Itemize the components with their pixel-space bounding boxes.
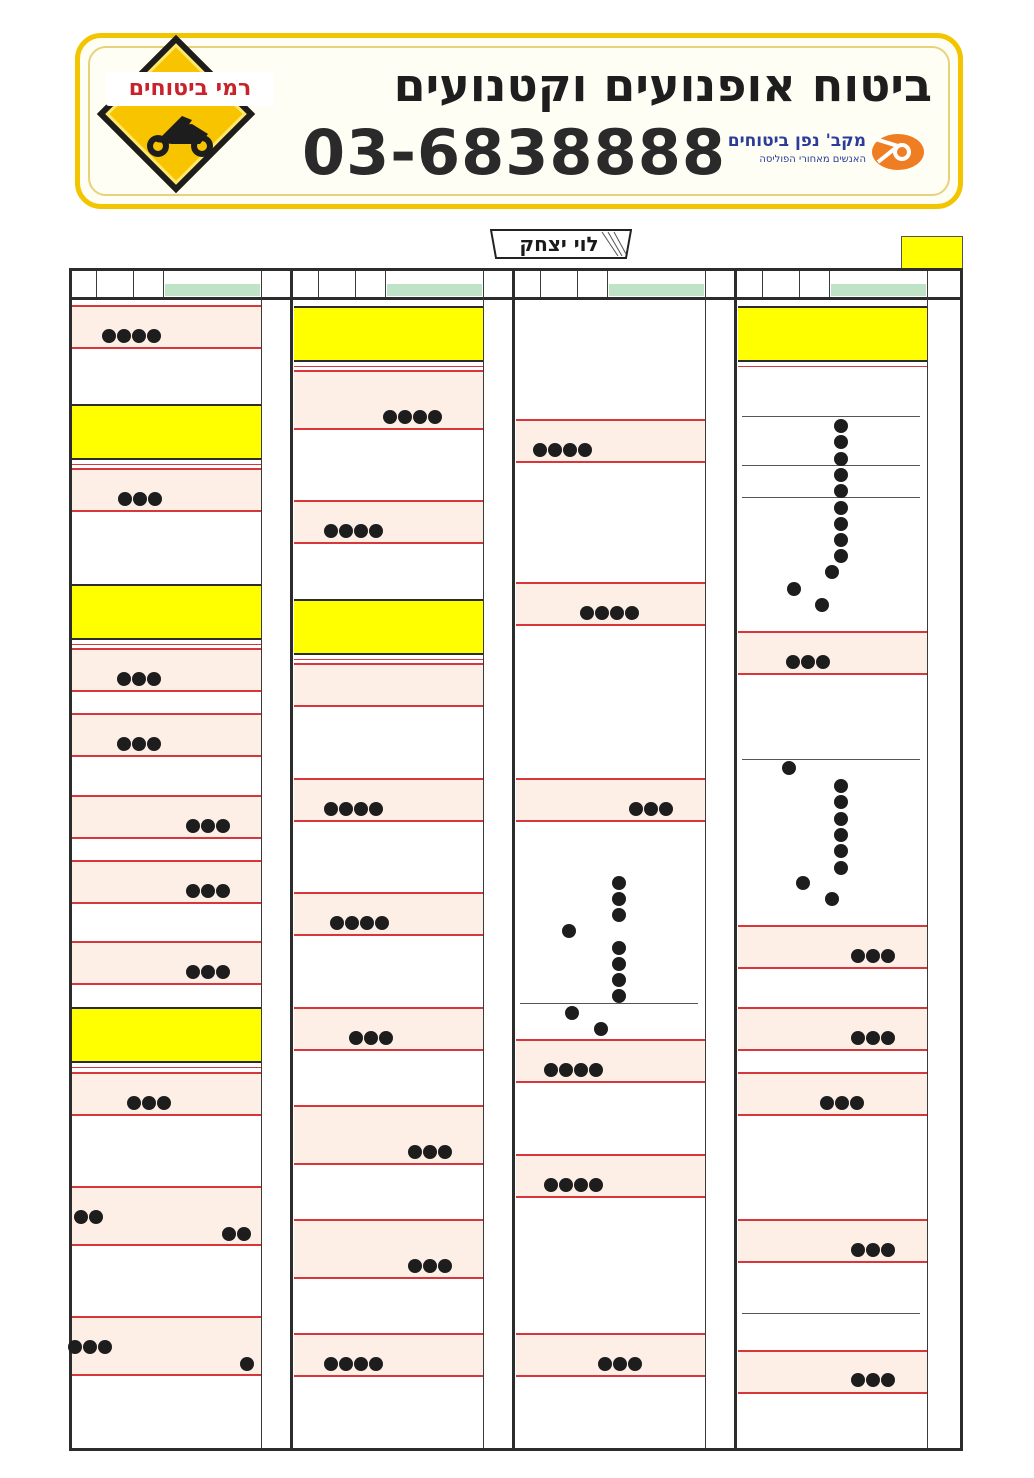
notation-row bbox=[294, 663, 483, 707]
tap-dot bbox=[834, 861, 848, 875]
tap-dot bbox=[339, 524, 353, 538]
tap-dot bbox=[881, 1373, 895, 1387]
tap-dot bbox=[157, 1096, 171, 1110]
tap-dot bbox=[423, 1259, 437, 1273]
notation-row bbox=[72, 860, 261, 904]
section-highlight bbox=[738, 306, 927, 362]
tap-dot bbox=[565, 1006, 579, 1020]
column-divider bbox=[512, 268, 515, 1451]
tap-dot bbox=[563, 443, 577, 457]
notation-row bbox=[72, 468, 261, 512]
motorcycle-icon bbox=[142, 112, 218, 160]
notation-row bbox=[516, 582, 705, 626]
tap-dot bbox=[589, 1063, 603, 1077]
tap-dot bbox=[102, 329, 116, 343]
tap-dot bbox=[83, 1340, 97, 1354]
tap-dot bbox=[825, 565, 839, 579]
tap-dot bbox=[89, 1210, 103, 1224]
tap-dot bbox=[559, 1178, 573, 1192]
notation-row bbox=[72, 713, 261, 757]
tap-dot bbox=[201, 819, 215, 833]
header-green-cell bbox=[387, 284, 482, 296]
tap-dot bbox=[133, 492, 147, 506]
tap-dot bbox=[186, 965, 200, 979]
tap-dot bbox=[132, 737, 146, 751]
tap-dot bbox=[544, 1063, 558, 1077]
tap-dot bbox=[147, 737, 161, 751]
brand-slogan: האנשים מאחורי הפוליסה bbox=[759, 154, 866, 165]
brand-name: מקב' נפן ביטוחים bbox=[727, 131, 866, 151]
tap-dot bbox=[612, 876, 626, 890]
tap-dot bbox=[834, 533, 848, 547]
tap-dot bbox=[851, 949, 865, 963]
tap-dot bbox=[428, 410, 442, 424]
tap-dot bbox=[147, 672, 161, 686]
section-highlight bbox=[294, 599, 483, 655]
header-green-cell bbox=[831, 284, 926, 296]
tap-dot bbox=[625, 606, 639, 620]
tap-dot bbox=[628, 1357, 642, 1371]
tap-dot bbox=[834, 517, 848, 531]
notation-row bbox=[516, 419, 705, 463]
tap-dot bbox=[533, 443, 547, 457]
tap-dot bbox=[324, 802, 338, 816]
tap-dot bbox=[147, 329, 161, 343]
tap-dot bbox=[354, 802, 368, 816]
notation-row bbox=[738, 925, 927, 969]
tap-dot bbox=[815, 598, 829, 612]
tap-dot bbox=[186, 884, 200, 898]
tap-dot bbox=[866, 1031, 880, 1045]
tap-dot bbox=[201, 884, 215, 898]
tap-dot bbox=[132, 329, 146, 343]
notation-row bbox=[72, 941, 261, 985]
tap-dot bbox=[851, 1373, 865, 1387]
notation-row bbox=[738, 631, 927, 675]
tap-dot bbox=[787, 582, 801, 596]
tap-dot bbox=[612, 989, 626, 1003]
notation-row bbox=[738, 1350, 927, 1394]
logo-text: רמי ביטוחים bbox=[106, 72, 274, 106]
notation-row bbox=[72, 648, 261, 692]
tap-dot bbox=[598, 1357, 612, 1371]
tap-dot bbox=[408, 1259, 422, 1273]
tap-dot bbox=[68, 1340, 82, 1354]
tap-dot bbox=[186, 819, 200, 833]
tap-dot bbox=[578, 443, 592, 457]
brand-logo-icon bbox=[868, 128, 926, 172]
corner-highlight bbox=[901, 236, 963, 270]
notation-row bbox=[738, 1072, 927, 1116]
notation-row bbox=[516, 1039, 705, 1083]
banner-title: ביטוח אופנועים וקטנועים bbox=[393, 58, 932, 112]
section-highlight bbox=[72, 1007, 261, 1063]
tap-dot bbox=[595, 606, 609, 620]
tap-dot bbox=[589, 1178, 603, 1192]
tap-dot bbox=[117, 737, 131, 751]
tap-dot bbox=[612, 908, 626, 922]
notation-row bbox=[738, 1007, 927, 1051]
tap-dot bbox=[354, 1357, 368, 1371]
tap-dot bbox=[644, 802, 658, 816]
notation-row bbox=[294, 1219, 483, 1279]
notation-row bbox=[294, 500, 483, 544]
tap-dot bbox=[834, 828, 848, 842]
tap-dot bbox=[559, 1063, 573, 1077]
tap-dot bbox=[834, 468, 848, 482]
tap-dot bbox=[222, 1227, 236, 1241]
tap-dot bbox=[339, 1357, 353, 1371]
tap-dot bbox=[825, 892, 839, 906]
tap-dot bbox=[117, 329, 131, 343]
notation-row bbox=[738, 1219, 927, 1263]
tap-dot bbox=[574, 1178, 588, 1192]
tap-dot bbox=[629, 802, 643, 816]
section-highlight bbox=[72, 584, 261, 640]
tap-dot bbox=[216, 965, 230, 979]
tap-dot bbox=[237, 1227, 251, 1241]
notation-row bbox=[516, 1333, 705, 1377]
column-divider bbox=[734, 268, 737, 1451]
notation-row bbox=[294, 1333, 483, 1377]
section-highlight bbox=[294, 306, 483, 362]
tap-dot bbox=[324, 524, 338, 538]
notation-row bbox=[294, 1105, 483, 1165]
tap-dot bbox=[349, 1031, 363, 1045]
column-divider bbox=[290, 268, 293, 1451]
tap-dot bbox=[364, 1031, 378, 1045]
tap-dot bbox=[562, 924, 576, 938]
tap-dot bbox=[820, 1096, 834, 1110]
tap-dot bbox=[612, 941, 626, 955]
tap-dot bbox=[881, 1243, 895, 1257]
tap-dot bbox=[834, 452, 848, 466]
tap-dot bbox=[423, 1145, 437, 1159]
tap-dot bbox=[659, 802, 673, 816]
tap-dot bbox=[438, 1145, 452, 1159]
tap-dot bbox=[360, 916, 374, 930]
tap-dot bbox=[98, 1340, 112, 1354]
tap-dot bbox=[354, 524, 368, 538]
tap-dot bbox=[375, 916, 389, 930]
tap-dot bbox=[345, 916, 359, 930]
tap-dot bbox=[142, 1096, 156, 1110]
notation-row bbox=[516, 778, 705, 822]
notation-row bbox=[516, 1154, 705, 1198]
tap-dot bbox=[796, 876, 810, 890]
tap-dot bbox=[612, 892, 626, 906]
notation-row bbox=[72, 795, 261, 839]
tap-dot bbox=[782, 761, 796, 775]
banner-phone[interactable]: 03-6838888 bbox=[302, 116, 726, 189]
tap-dot bbox=[413, 410, 427, 424]
notation-row bbox=[294, 778, 483, 822]
tap-dot bbox=[148, 492, 162, 506]
tap-dot bbox=[240, 1357, 254, 1371]
tap-dot bbox=[613, 1357, 627, 1371]
header-divider bbox=[69, 297, 963, 300]
tap-dot bbox=[866, 1243, 880, 1257]
tap-dot bbox=[851, 1243, 865, 1257]
tap-dot bbox=[369, 524, 383, 538]
tap-dot bbox=[548, 443, 562, 457]
tap-dot bbox=[786, 655, 800, 669]
tap-dot bbox=[398, 410, 412, 424]
tap-dot bbox=[580, 606, 594, 620]
header-tag: לוי יצחק bbox=[519, 232, 599, 256]
tap-dot bbox=[216, 884, 230, 898]
tap-dot bbox=[201, 965, 215, 979]
tap-dot bbox=[834, 779, 848, 793]
tap-dot bbox=[383, 410, 397, 424]
tap-dot bbox=[881, 1031, 895, 1045]
tap-dot bbox=[544, 1178, 558, 1192]
tap-dot bbox=[610, 606, 624, 620]
tap-dot bbox=[866, 1373, 880, 1387]
tap-dot bbox=[881, 949, 895, 963]
tap-dot bbox=[132, 672, 146, 686]
header-green-cell bbox=[609, 284, 704, 296]
tap-dot bbox=[127, 1096, 141, 1110]
tap-dot bbox=[594, 1022, 608, 1036]
tap-dot bbox=[612, 957, 626, 971]
tap-dot bbox=[834, 812, 848, 826]
tap-dot bbox=[74, 1210, 88, 1224]
section-highlight bbox=[72, 404, 261, 460]
tap-dot bbox=[330, 916, 344, 930]
tap-dot bbox=[438, 1259, 452, 1273]
tap-dot bbox=[118, 492, 132, 506]
tap-dot bbox=[324, 1357, 338, 1371]
tap-dot bbox=[851, 1031, 865, 1045]
tap-dot bbox=[866, 949, 880, 963]
tap-dot bbox=[612, 973, 626, 987]
tap-dot bbox=[369, 1357, 383, 1371]
tap-dot bbox=[339, 802, 353, 816]
tap-dot bbox=[816, 655, 830, 669]
tap-dot bbox=[801, 655, 815, 669]
notation-row bbox=[72, 305, 261, 349]
header-green-cell bbox=[165, 284, 260, 296]
tap-dot bbox=[835, 1096, 849, 1110]
tap-dot bbox=[369, 802, 383, 816]
tap-dot bbox=[850, 1096, 864, 1110]
tap-dot bbox=[379, 1031, 393, 1045]
tap-dot bbox=[574, 1063, 588, 1077]
tap-dot bbox=[408, 1145, 422, 1159]
tap-dot bbox=[834, 419, 848, 433]
notation-row bbox=[294, 892, 483, 936]
tap-dot bbox=[117, 672, 131, 686]
tap-dot bbox=[216, 819, 230, 833]
tap-dot bbox=[834, 501, 848, 515]
